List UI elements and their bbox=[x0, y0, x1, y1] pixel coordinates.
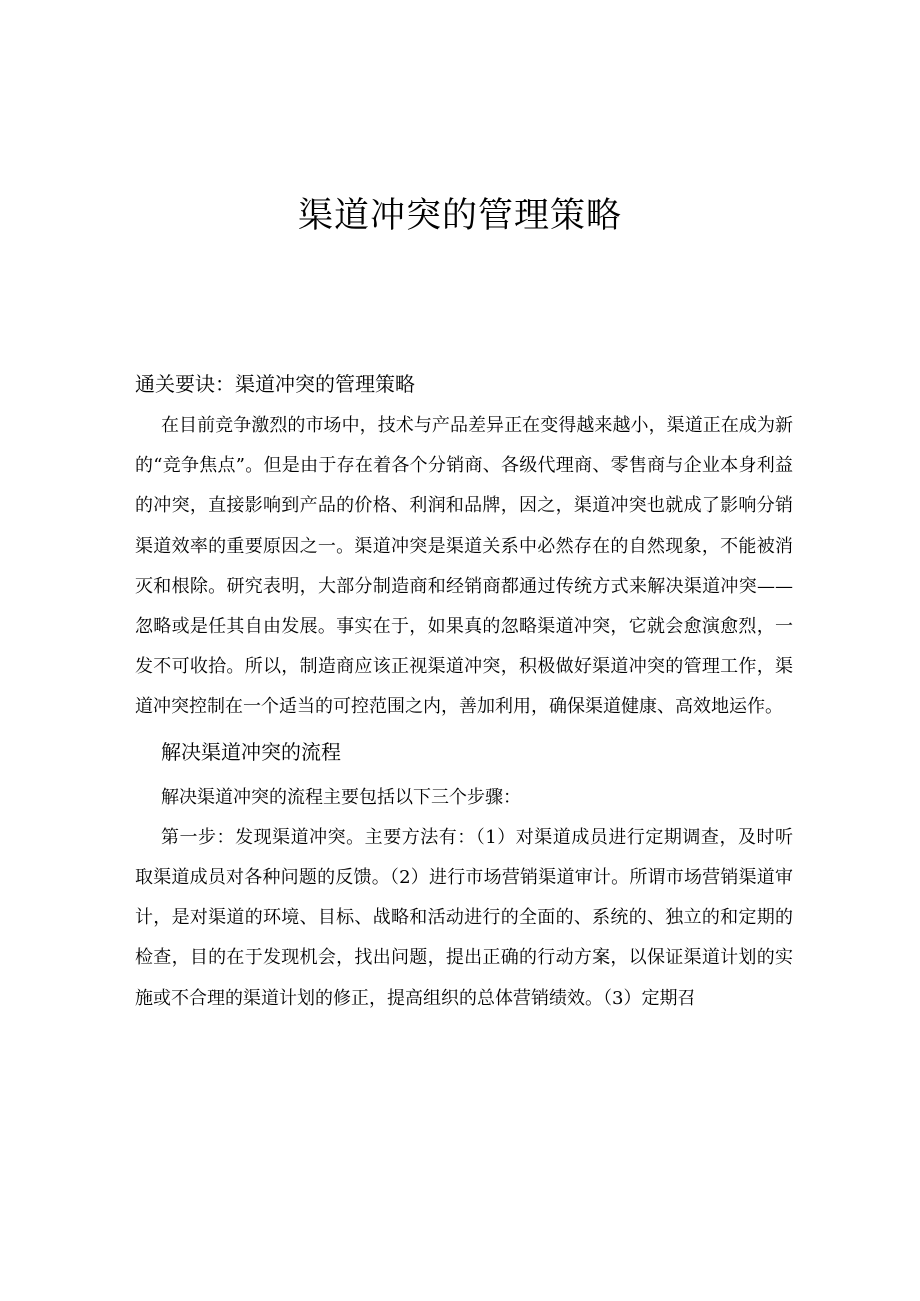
step-one-paragraph: 第一步：发现渠道冲突。主要方法有：（1）对渠道成员进行定期调查，及时听取渠道成员对各种问题的反馈。（2）进行市场营销渠道审计。所谓市场营销渠道审计，是对渠道的环境、目标、战略和活动进行的全面的、系统的、独立的和定期的检查，目的在于发现机会，找出问题，提出正确的行动方案，以保证渠道计划的实施或不合理的渠道计划的修正，提高组织的总体营销绩效。（3）定期召 bbox=[135, 826, 793, 1009]
section-heading: 解决渠道冲突的流程 bbox=[161, 739, 341, 764]
intro-paragraph: 在目前竞争激烈的市场中，技术与产品差异正在变得越来越小，渠道正在成为新的“竞争焦点”。但是由于存在着各个分销商、各级代理商、零售商与企业本身利益的冲突，直接影响到产品的价格、利润和品牌，因之，渠道冲突也就成了影响分销渠道效率的重要原因之一。渠道冲突是渠道关系中必然存在的自然现象，不能被消灭和根除。研究表明，大部分制造商和经销商都通过传统方式来解决渠道冲突——忽略或是任其自由发展。事实在于，如果真的忽略渠道冲突，它就会愈演愈烈，一发不可收拾。所以，制造商应该正视渠道冲突，积极做好渠道冲突的管理工作，渠道冲突控制在一个适当的可控范围之内，善加利用，确保渠道健康、高效地运作。 bbox=[135, 415, 793, 718]
document-body bbox=[135, 366, 793, 1019]
document-title: 渠道冲突的管理策略 bbox=[297, 196, 622, 236]
process-intro-paragraph: 解决渠道冲突的流程主要包括以下三个步骤： bbox=[161, 786, 521, 808]
document-subtitle: 通关要诀：渠道冲突的管理策略 bbox=[135, 372, 415, 396]
